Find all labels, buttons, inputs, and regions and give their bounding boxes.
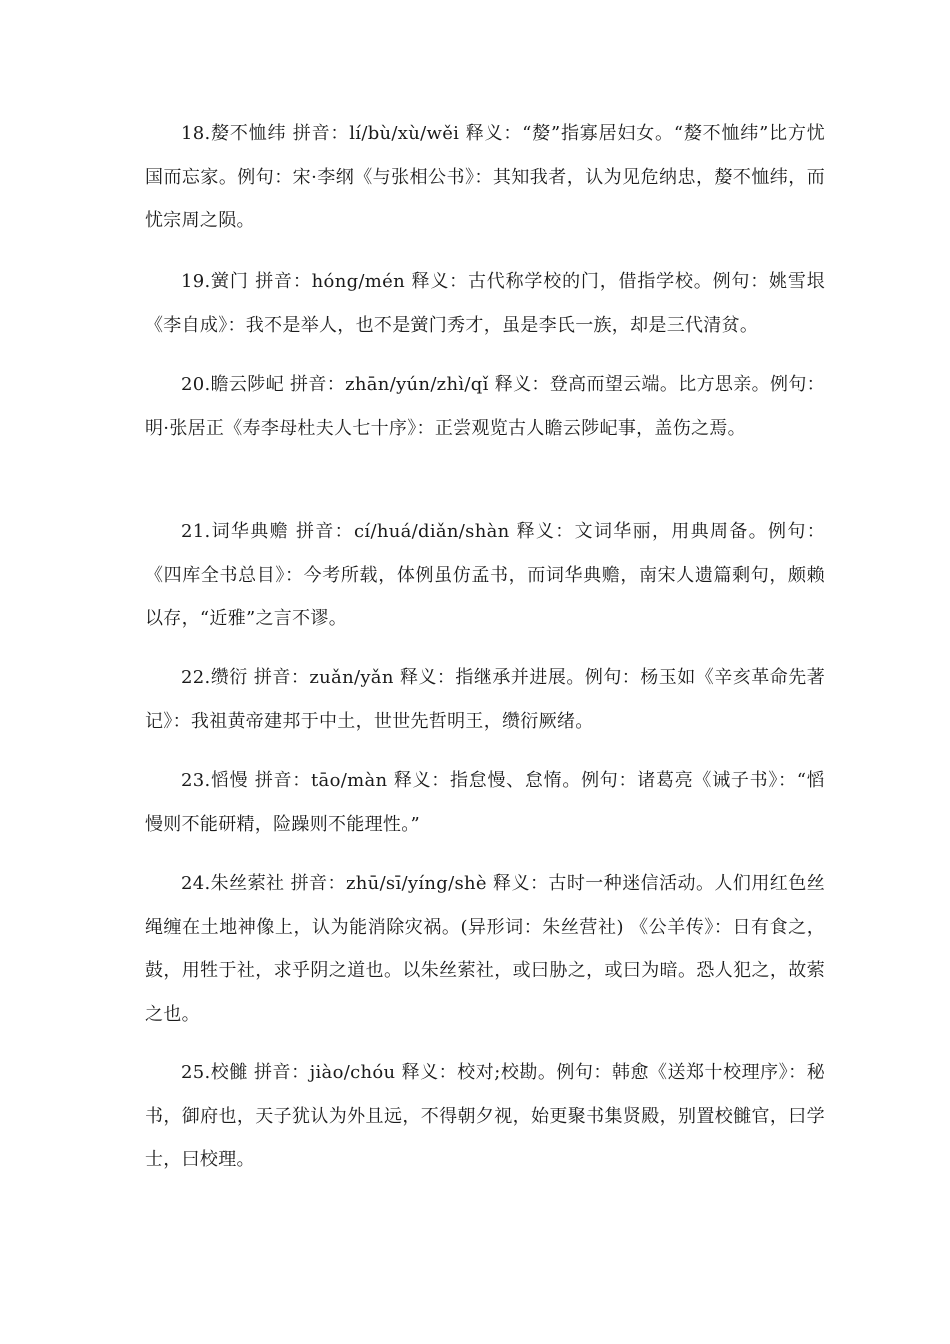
entry-19: 19.黉门 拼音：hóng/mén 释义：古代称学校的门，借指学校。例句：姚雪垠《李自成》：我不是举人，也不是黉门秀才，虽是李氏一族，却是三代清贫。 [145, 271, 825, 336]
entry-18: 18.嫠不恤纬 拼音：lí/bù/xù/wěi 释义：“嫠”指寡居妇女。“嫠不恤纬”比方忧国而忘家。例句：宋·李纲《与张相公书》：其知我者，认为见危纳忠，嫠不恤纬，而忧宗周之陨。 [145, 123, 825, 231]
entry-22: 22.缵衍 拼音：zuǎn/yǎn 释义：指继承并进展。例句：杨玉如《辛亥革命先著记》：我祖黄帝建邦于中土，世世先哲明王，缵衍厥绪。 [145, 667, 825, 732]
entry-21: 21.词华典赡 拼音：cí/huá/diǎn/shàn 释义：文词华丽，用典周备。例句：《四库全书总目》：今考所载，体例虽仿孟书，而词华典赡，南宋人遗篇剩句，颇赖以存，“近雅”之言不谬。 [145, 521, 825, 629]
entry-25: 25.校雠 拼音：jiào/chóu 释义：校对;校勘。例句：韩愈《送郑十校理序》：秘书，御府也，天子犹认为外且远，不得朝夕视，始更聚书集贤殿，别置校雠官，曰学士，曰校理。 [145, 1062, 825, 1170]
entry-20: 20.瞻云陟屺 拼音：zhān/yún/zhì/qǐ 释义：登高而望云端。比方思亲。例句：明·张居正《寿李母杜夫人七十序》：正尝观览古人瞻云陟屺事，盖伤之焉。 [145, 374, 825, 439]
entry-23: 23.慆慢 拼音：tāo/màn 释义：指怠慢、怠惰。例句：诸葛亮《诫子书》：“慆慢则不能研精，险躁则不能理性。” [145, 770, 825, 835]
entry-24: 24.朱丝萦社 拼音：zhū/sī/yíng/shè 释义：古时一种迷信活动。人们用红色丝绳缠在土地神像上，认为能消除灾祸。(异形词：朱丝营社) 《公羊传》：日有食之，鼓，用牲于社，求乎阴之道也。以朱丝萦社，或曰胁之，或曰为暗。恐人犯之，故萦之也。 [145, 873, 825, 1025]
